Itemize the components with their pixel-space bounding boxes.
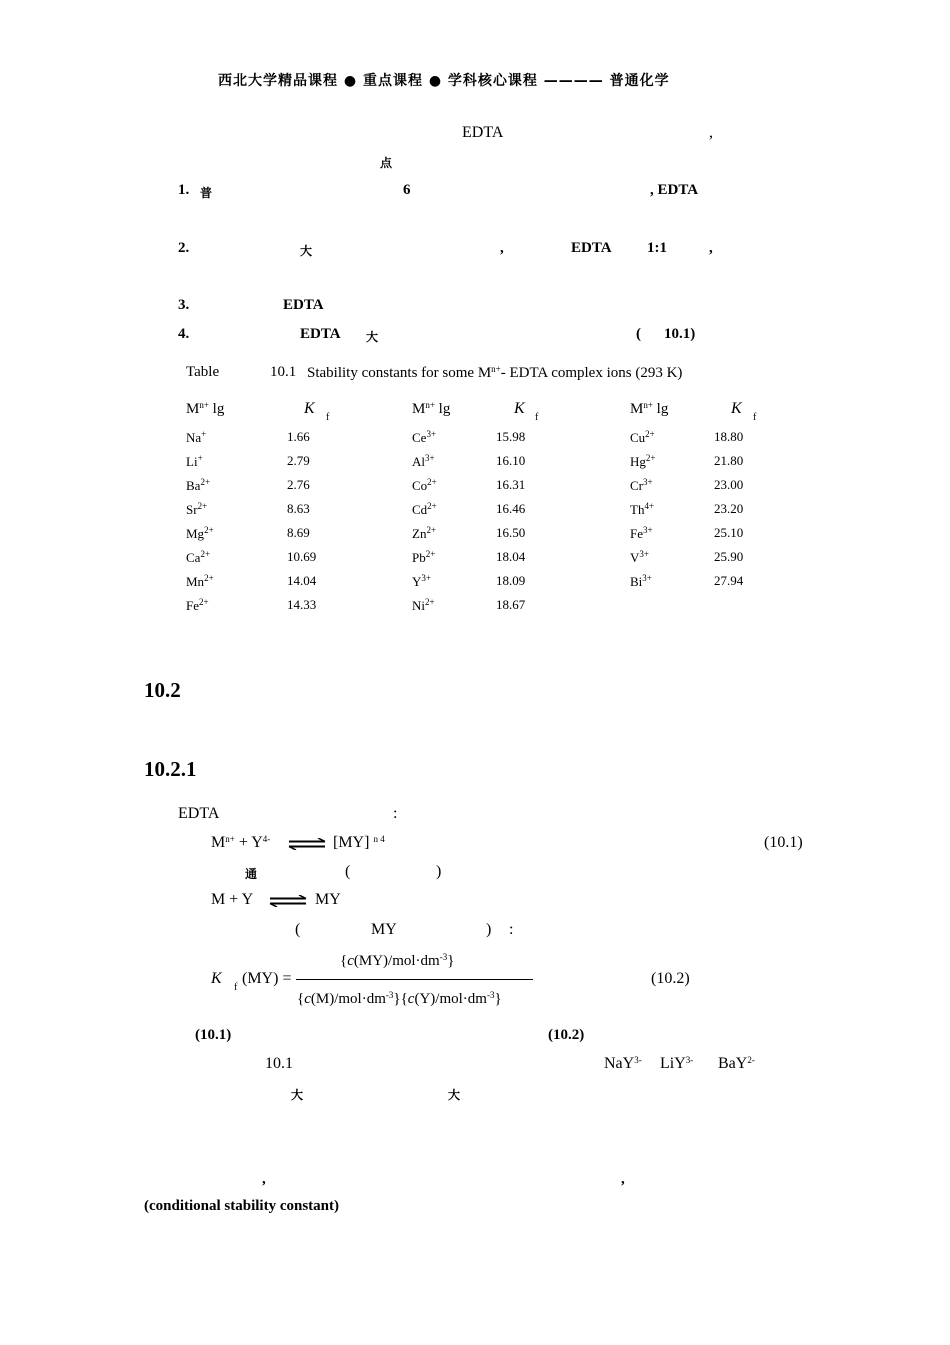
table-ion-cell: $Cu^{2+}$ [630, 429, 655, 445]
table-value-cell: 16.31 [496, 477, 526, 492]
point-4-ref-open: ( [636, 326, 641, 342]
table-value-cell: 15.98 [496, 429, 526, 444]
point-2-num: 2. [178, 240, 190, 256]
ref-10-2: (10.2) [548, 1027, 585, 1043]
eq1-rhs: [MY] $^{n 4}$ [333, 834, 385, 851]
table-ion-cell: $Mg^{2+}$ [186, 525, 214, 541]
line5-my: MY [371, 921, 397, 938]
table-ion-cell: $Co^{2+}$ [412, 477, 437, 493]
table-ion-cell: $Zn^{2+}$ [412, 525, 437, 541]
table-ion-cell: $Al^{3+}$ [412, 453, 435, 469]
table-ion-cell: $Hg^{2+}$ [630, 453, 656, 469]
eq1-lhs: $M^{n+} + Y^{4-}$ [211, 834, 271, 851]
ref-10-1: (10.1) [195, 1027, 232, 1043]
table-header-k-col3: K [731, 400, 742, 417]
table-value-cell: 18.04 [496, 549, 526, 564]
table-value-cell: 10.69 [287, 549, 317, 564]
table-header-ksub-col2: f [535, 412, 539, 423]
table-header-ksub-col1: f [326, 412, 330, 423]
line5-close: ) [486, 921, 492, 938]
table-value-cell: 18.67 [496, 597, 526, 612]
intro-comma: , [709, 124, 713, 141]
intro-edta: EDTA [462, 124, 504, 141]
table-value-cell: 23.00 [714, 477, 744, 492]
conditional-stability-constant: (conditional stability constant) [144, 1198, 340, 1214]
table-value-cell: 14.33 [287, 597, 317, 612]
table-ion-cell: $Ca^{2+}$ [186, 549, 211, 565]
table-ion-cell: $Fe^{2+}$ [186, 597, 209, 613]
point-4-edta: EDTA [300, 326, 341, 342]
table-value-cell: 18.09 [496, 573, 526, 588]
table-ion-cell: Li+ [186, 453, 203, 469]
body-edta: EDTA [178, 805, 220, 822]
section-heading-10-2: 10.2 [144, 678, 181, 702]
table-value-cell: 2.76 [287, 477, 310, 492]
point-3-num: 3. [178, 297, 190, 313]
point-4-cjk: 大 [366, 330, 379, 344]
table-ion-cell: $Y^{3+}$ [412, 573, 431, 589]
table-ion-cell: $Sr^{2+}$ [186, 501, 208, 517]
table-ion-cell: $Cr^{3+}$ [630, 477, 653, 493]
section-heading-10-2-1: 10.2.1 [144, 757, 197, 781]
table-ion-cell: $Ce^{3+}$ [412, 429, 437, 445]
line5-open: ( [295, 921, 301, 938]
formula-bay: BaY$^{2-}$ [718, 1055, 755, 1072]
table-ion-cell: $Fe^{3+}$ [630, 525, 653, 541]
table-value-cell: 16.46 [496, 501, 526, 516]
table-value-cell: 23.20 [714, 501, 744, 516]
table-header-k-col1: K [304, 400, 315, 417]
eq2-lhs: M + Y [211, 891, 254, 908]
table-ion-cell: $V^{3+}$ [630, 549, 649, 565]
point-1-six: 6 [403, 182, 411, 198]
formula-nay: NaY$^{3-}$ [604, 1055, 642, 1072]
table-value-cell: 16.10 [496, 453, 526, 468]
eq2-rhs: MY [315, 891, 341, 908]
table-header-ion-col3: $M^{n+}$ lg [630, 400, 669, 417]
table-caption-num: 10.1 [270, 364, 297, 380]
table-value-cell: 25.10 [714, 525, 744, 540]
body-comma-b: , [621, 1171, 625, 1187]
point-1-tail: , EDTA [650, 182, 699, 198]
body-paren-close: ) [436, 863, 442, 880]
intro-dian: 点 [380, 156, 393, 170]
eq3-numerator: $\{c(MY)/mol\cdot dm^{-3}\}$ [340, 952, 455, 969]
eq3-number: (10.2) [651, 970, 690, 987]
table-value-cell: 25.90 [714, 549, 744, 564]
table-header-ksub-col3: f [753, 412, 757, 423]
table-value-cell: 8.63 [287, 501, 310, 516]
table-value-cell: 21.80 [714, 453, 744, 468]
table-ion-cell: $Pb^{2+}$ [412, 549, 436, 565]
table-value-cell: 14.04 [287, 573, 317, 588]
table-value-cell: 18.80 [714, 429, 744, 444]
equilibrium-arrow-icon [268, 895, 308, 907]
table-header-ion-col1: $M^{n+}$ lg [186, 400, 225, 417]
eq1-number: (10.1) [764, 834, 803, 851]
body-comma-a: , [262, 1171, 266, 1187]
point-2-cjk: 大 [300, 244, 313, 258]
body-tong: 通 [245, 867, 258, 881]
point-4-ref: 10.1) [664, 326, 696, 342]
body-da-1: 大 [291, 1088, 304, 1102]
table-caption-label: Table [186, 364, 220, 380]
body-da-2: 大 [448, 1088, 461, 1102]
table-caption-text: Stability constants for some $M^{n+}-$ EDTA complex ions (293 K) [307, 364, 683, 381]
table-value-cell: 27.94 [714, 573, 744, 588]
table-ion-cell: Na+ [186, 429, 207, 445]
table-value-cell: 1.66 [287, 429, 310, 444]
eq3-k: K [211, 970, 222, 987]
table-ion-cell: $Th^{4+}$ [630, 501, 655, 517]
page-header: 西北大学精品课程 ● 重点课程 ● 学科核心课程 ———— 普通化学 [218, 73, 670, 89]
point-2-ratio: 1:1 [647, 240, 667, 256]
point-2-comma1: , [500, 240, 504, 256]
point-3-edta: EDTA [283, 297, 324, 313]
table-ion-cell: $Ni^{2+}$ [412, 597, 435, 613]
table-ref: 10.1 [265, 1055, 293, 1072]
table-value-cell: 8.69 [287, 525, 310, 540]
formula-liy: LiY$^{3-}$ [660, 1055, 694, 1072]
table-value-cell: 2.79 [287, 453, 310, 468]
body-colon: : [393, 805, 398, 822]
body-paren-open: ( [345, 863, 351, 880]
point-2-edta: EDTA [571, 240, 612, 256]
point-1-cjk: 普 [200, 186, 213, 200]
table-value-cell: 16.50 [496, 525, 526, 540]
table-ion-cell: $Bi^{3+}$ [630, 573, 652, 589]
table-header-k-col2: K [514, 400, 525, 417]
point-4-num: 4. [178, 326, 190, 342]
eq3-denominator: $\{c(M)/mol\cdot dm^{-3}\}\{c(Y)/mol\cdot dm^{-3}\}$ [297, 990, 502, 1007]
line5-colon: : [509, 921, 514, 938]
eq3-arg: (MY) = [242, 970, 292, 987]
table-ion-cell: $Cd^{2+}$ [412, 501, 437, 517]
point-1-num: 1. [178, 182, 190, 198]
eq3-fraction-bar [296, 979, 533, 980]
table-ion-cell: $Mn^{2+}$ [186, 573, 214, 589]
table-ion-cell: $Ba^{2+}$ [186, 477, 211, 493]
point-2-comma2: , [709, 240, 713, 256]
table-header-ion-col2: $M^{n+}$ lg [412, 400, 451, 417]
eq3-ksub: f [234, 982, 238, 993]
equilibrium-arrow-icon [287, 838, 327, 850]
